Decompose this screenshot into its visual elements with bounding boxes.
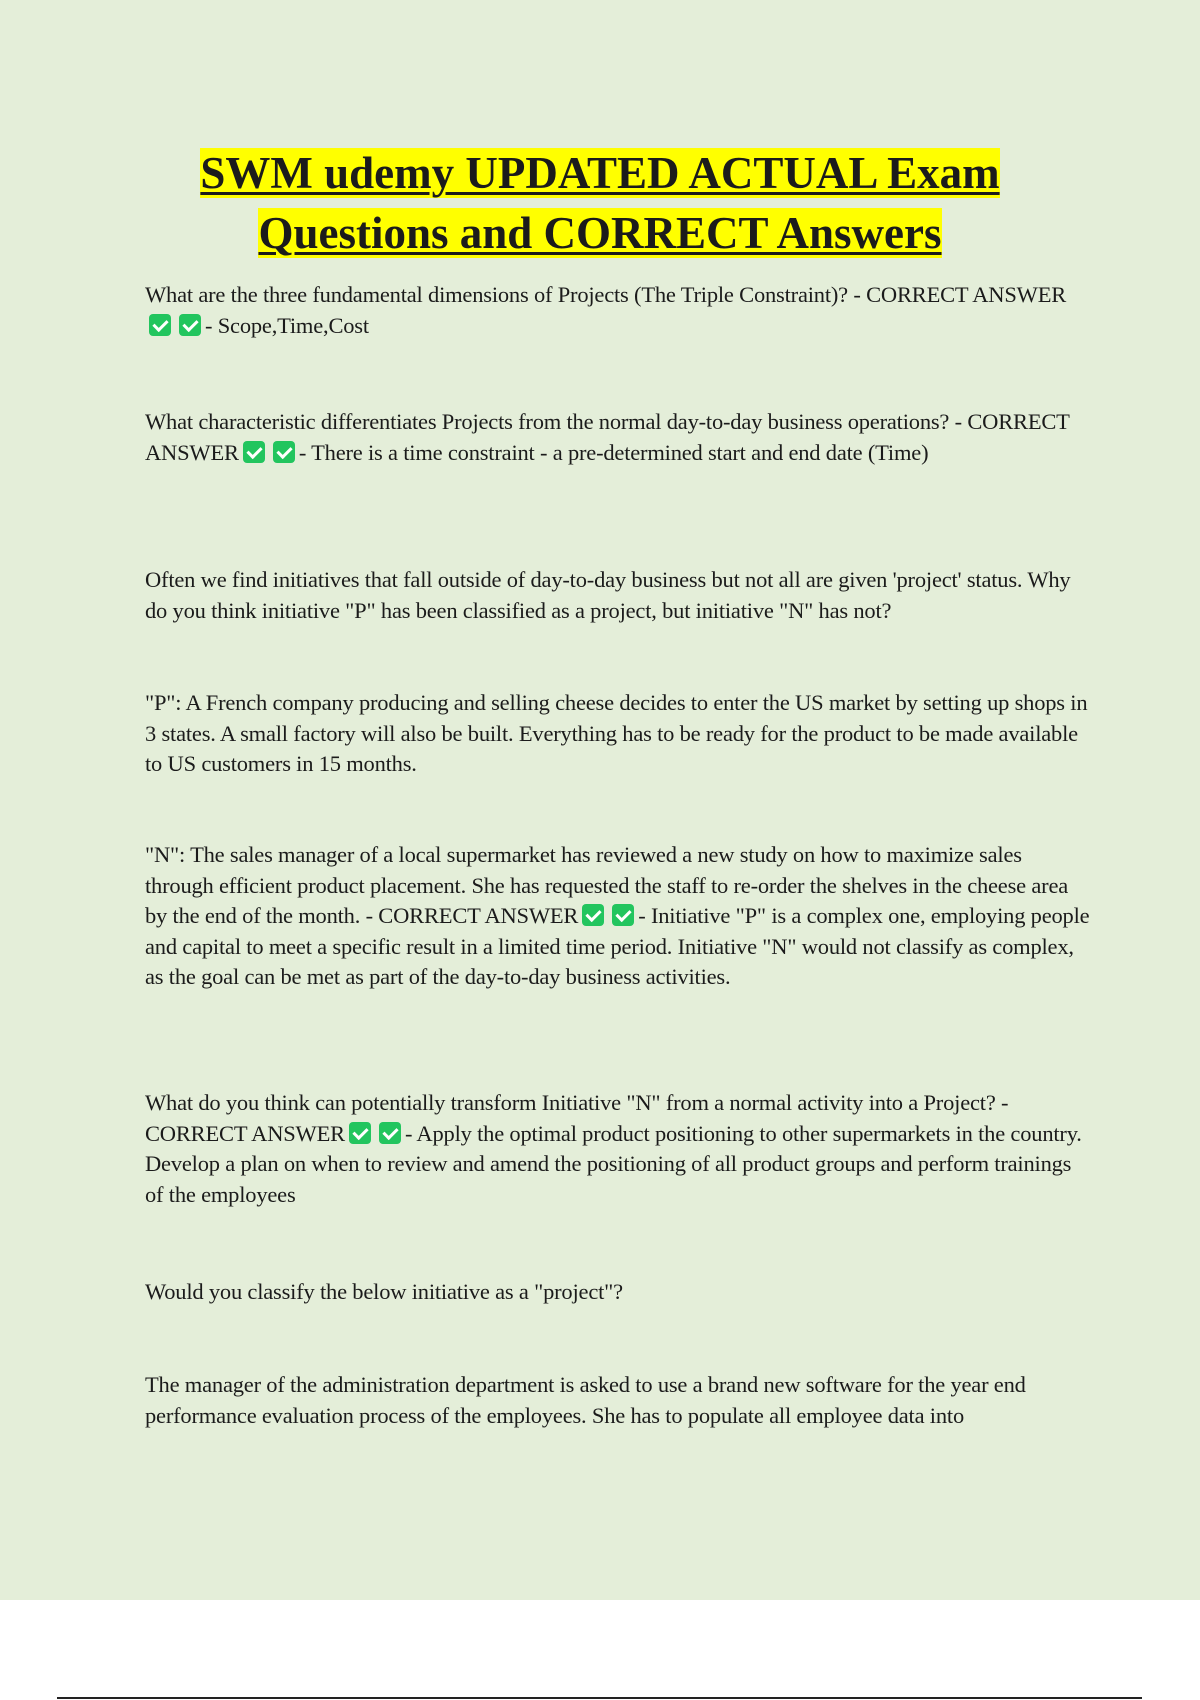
qa-item-transform bbox=[145, 1088, 1090, 1210]
paragraph-admin-manager: The manager of the administration department is asked to use a brand new software for the year end performance evaluation process of the employees. She has to populate all employee data into bbox=[145, 1372, 1026, 1428]
question-text: What do you think can potentially transform Initiative "N" from a normal activity into a Project? - CORRECT ANSWER bbox=[145, 1090, 1009, 1146]
document-title bbox=[100, 143, 1100, 263]
paragraph-initiatives-intro: Often we find initiatives that fall outside of day-to-day business but not all are given 'project' status. Why do you think initiative "P" has been classified as a project, but initiative "N" has not? bbox=[145, 567, 1071, 623]
green-check-box-icon bbox=[379, 1122, 401, 1144]
question-text: What are the three fundamental dimensions of Projects (The Triple Constraint)? - CORRECT ANSWER bbox=[145, 282, 1067, 307]
qa-item-1 bbox=[145, 280, 1090, 341]
title-line-2: Questions and CORRECT Answers bbox=[258, 208, 942, 258]
answer-text: - Apply the optimal product positioning to other supermarkets in the country. Develop a plan on when to review and amend the positioning of all product groups and perform trainings of the employees bbox=[145, 1120, 1082, 1207]
question-text: "N": The sales manager of a local supermarket has reviewed a new study on how to maximize sales through efficient product placement. She has requested the staff to re-order the shelves in the cheese area by the end of the month. - CORRECT ANSWER bbox=[145, 842, 1069, 928]
answer-text: - Scope,Time,Cost bbox=[205, 312, 369, 338]
paragraph-classify-question: Would you classify the below initiative as a "project"? bbox=[145, 1279, 623, 1304]
green-check-box-icon bbox=[612, 904, 634, 926]
green-check-box-icon bbox=[349, 1122, 371, 1144]
paragraph-initiative-p: "P": A French company producing and selling cheese decides to enter the US market by setting up shops in 3 states. A small factory will also be built. Everything has to be ready for the product to be made available to US customers in 15 months. bbox=[145, 690, 1088, 776]
green-check-box-icon bbox=[273, 441, 295, 463]
qa-item-initiative-n bbox=[145, 840, 1090, 993]
green-check-box-icon bbox=[243, 441, 265, 463]
page-divider bbox=[57, 1697, 1142, 1699]
green-check-box-icon bbox=[149, 314, 171, 336]
green-check-box-icon bbox=[179, 314, 201, 336]
question-text: What characteristic differentiates Projects from the normal day-to-day business operations? - CORRECT ANSWER bbox=[145, 409, 1070, 465]
title-line-1: SWM udemy UPDATED ACTUAL Exam bbox=[200, 148, 1000, 198]
green-check-box-icon bbox=[582, 904, 604, 926]
qa-item-2 bbox=[145, 407, 1090, 468]
answer-text: - Initiative "P" is a complex one, employing people and capital to meet a specific result in a limited time period. Initiative "N" would not classify as complex, as the goal can be met as part of the day-to-day business activities. bbox=[145, 903, 1090, 989]
answer-text: - There is a time constraint - a pre-determined start and end date (Time) bbox=[298, 439, 929, 465]
